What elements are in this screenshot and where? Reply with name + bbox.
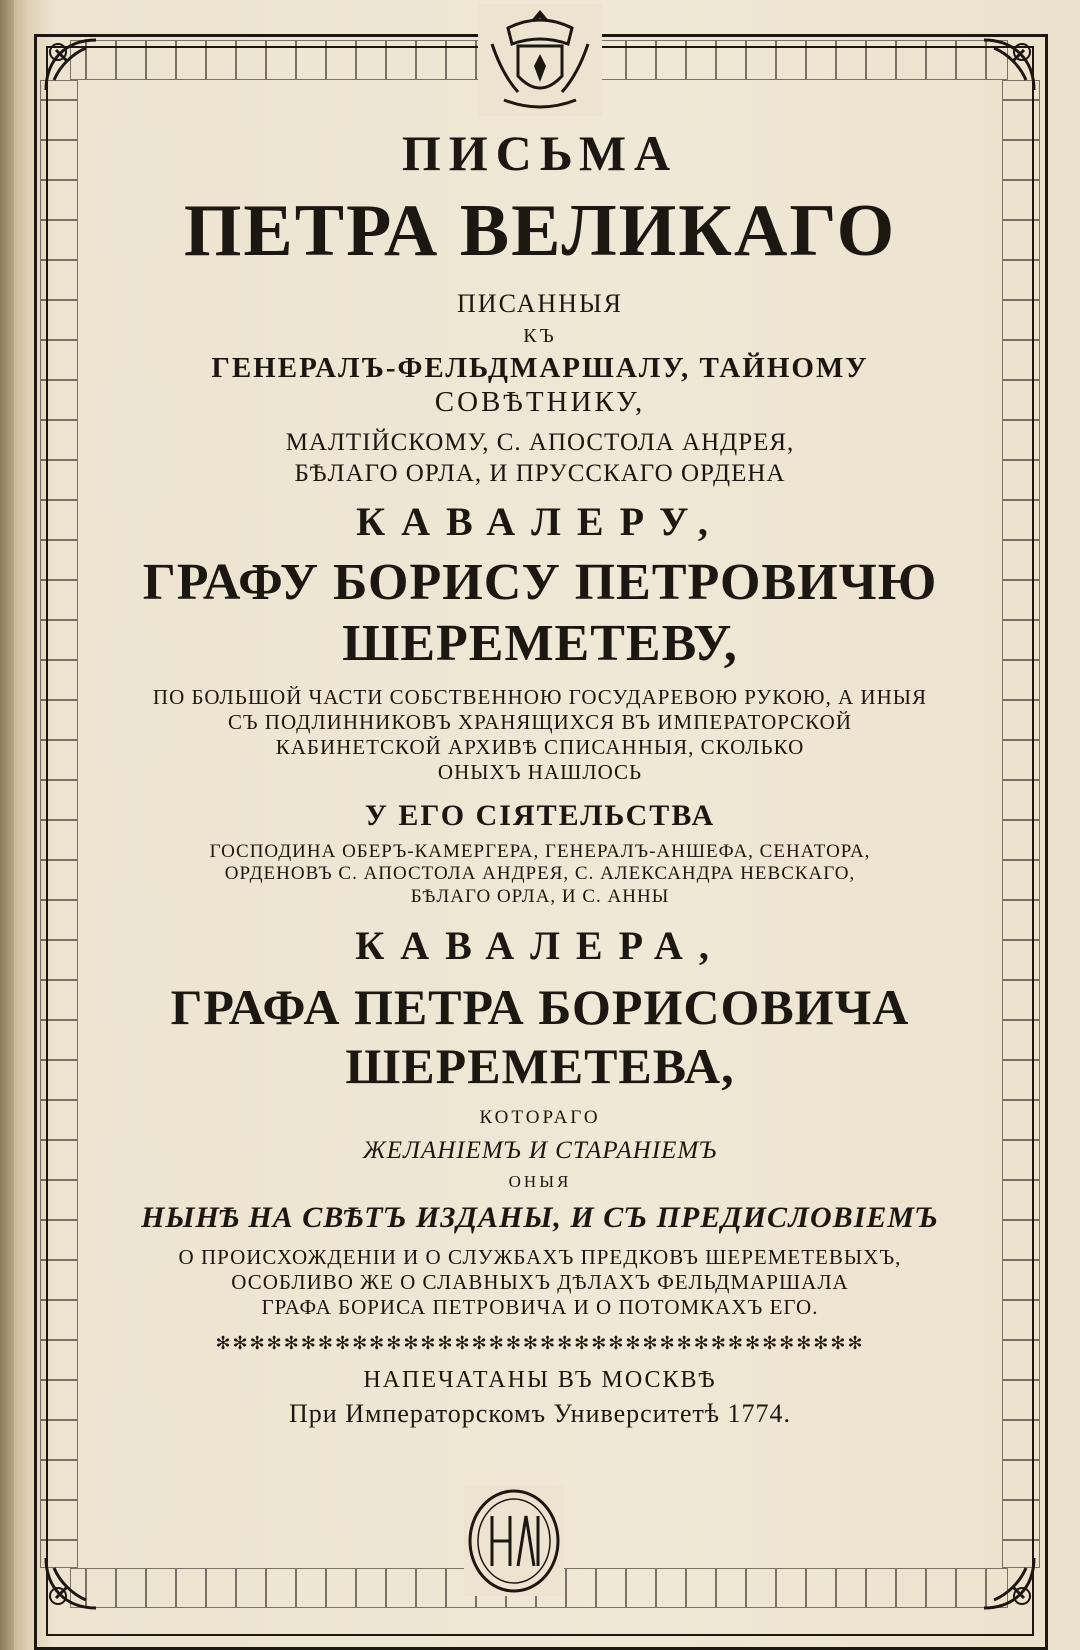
preface-desc-line1: О ПРОИСХОЖДЕНІИ И О СЛУЖБАХЪ ПРЕДКОВЪ ШЕРЕМЕТЕВЫХЪ, bbox=[178, 1245, 902, 1270]
imprint-printed-in-moscow: НАПЕЧАТАНЫ ВЪ МОСКВѢ bbox=[363, 1367, 717, 1394]
floral-corner-icon bbox=[36, 1548, 106, 1618]
title-page-text bbox=[90, 118, 990, 1428]
book-spine bbox=[0, 0, 14, 1650]
text-these: ОНЫЯ bbox=[508, 1171, 572, 1191]
text-cavalier: КАВАЛЕРУ, bbox=[356, 498, 724, 544]
imprint-university-year: При Императорскомъ Университетѣ 1774. bbox=[289, 1398, 791, 1428]
university-monogram-icon bbox=[464, 1486, 564, 1596]
orders-line2: БѢЛАГО ОРЛА, И ПРУССКАГО ОРДЕНА bbox=[294, 460, 786, 488]
his-excellency: У ЕГО СІЯТЕЛЬСТВА bbox=[364, 798, 716, 832]
titles-line1: ГОСПОДИНА ОБЕРЪ-КАМЕРГЕРА, ГЕНЕРАЛЪ-АНШЕФА, СЕНАТОРА, bbox=[209, 840, 871, 862]
heading-letters: ПИСЬМА bbox=[401, 125, 679, 181]
published-with-preface: НЫНѢ НА СВѢТЪ ИЗДАНЫ, И СЪ ПРЕДИСЛОВІЕМЪ bbox=[141, 1201, 939, 1235]
titles-line2: ОРДЕНОВЪ С. АПОСТОЛА АНДРЕЯ, С. АЛЕКСАНДРА НЕВСКАГО, bbox=[224, 863, 856, 885]
ornamental-star-rule: ✻✻✻✻✻✻✻✻✻✻✻✻✻✻✻✻✻✻✻✻✻✻✻✻✻✻✻✻✻✻✻✻✻✻✻✻✻✻ bbox=[215, 1332, 865, 1353]
coat-of-arms-icon bbox=[478, 4, 602, 116]
text-wish-and-effort: ЖЕЛАНІЕМЪ И СТАРАНІЕМЪ bbox=[362, 1137, 718, 1165]
floral-corner-icon bbox=[974, 30, 1044, 100]
preface-desc-line2: ОСОБЛИВО ЖЕ О СЛАВНЫХЪ ДѢЛАХЪ ФЕЛЬДМАРШАЛА bbox=[231, 1270, 849, 1295]
text-whose: КОТОРАГО bbox=[479, 1107, 601, 1129]
titles-line3: БѢЛАГО ОРЛА, И С. АННЫ bbox=[410, 886, 670, 908]
subheading-written: ПИСАННЫЯ bbox=[457, 289, 623, 319]
text-cavalier-2: КАВАЛЕРА, bbox=[355, 923, 725, 969]
floral-corner-icon bbox=[36, 30, 106, 100]
orders-line1: МАЛТІЙСКОМУ, С. АПОСТОЛА АНДРЕЯ, bbox=[285, 428, 795, 456]
preface-desc-line3: ГРАФА БОРИСА ПЕТРОВИЧА И О ПОТОМКАХЪ ЕГО. bbox=[261, 1295, 819, 1320]
floral-corner-icon bbox=[974, 1548, 1044, 1618]
publisher-name-line2: ШЕРЕМЕТЕВА, bbox=[345, 1038, 735, 1095]
recipient-name-line2: ШЕРЕМЕТЕВУ, bbox=[342, 614, 738, 672]
source-note-line1: ПО БОЛЬШОЙ ЧАСТИ СОБСТВЕННОЮ ГОСУДАРЕВОЮ РУКОЮ, А ИНЫЯ bbox=[152, 685, 928, 710]
source-note-line4: ОНЫХЪ НАШЛОСЬ bbox=[437, 760, 643, 785]
heading-peter-the-great: ПЕТРА ВЕЛИКАГО bbox=[183, 190, 897, 272]
recipient-rank-line2: СОВѢТНИКУ, bbox=[434, 385, 646, 418]
recipient-name-line1: ГРАФУ БОРИСУ ПЕТРОВИЧЮ bbox=[142, 553, 938, 611]
source-note-line3: КАБИНЕТСКОЙ АРХИВѢ СПИСАННЫЯ, СКОЛЬКО bbox=[275, 735, 805, 760]
publisher-name-line1: ГРАФА ПЕТРА БОРИСОВИЧА bbox=[170, 979, 910, 1036]
text-to: КЪ bbox=[523, 324, 557, 347]
recipient-rank-line1: ГЕНЕРАЛЪ-ФЕЛЬДМАРШАЛУ, ТАЙНОМУ bbox=[211, 351, 869, 384]
source-note-line2: СЪ ПОДЛИННИКОВЪ ХРАНЯЩИХСЯ ВЪ ИМПЕРАТОРСКОЙ bbox=[228, 710, 852, 735]
